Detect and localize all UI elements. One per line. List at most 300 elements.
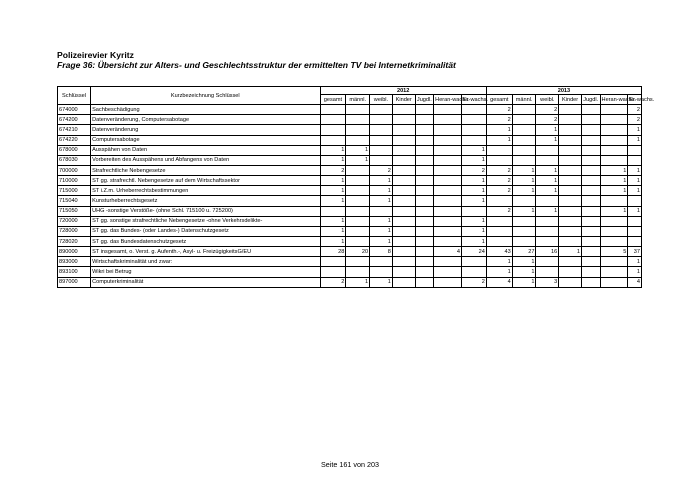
- value-cell: 16: [536, 247, 559, 257]
- value-cell: [392, 176, 415, 186]
- value-cell: [581, 267, 600, 277]
- row-key: 890000: [58, 247, 91, 257]
- row-key: 893000: [58, 257, 91, 267]
- value-cell: [370, 267, 393, 277]
- value-cell: 1: [512, 165, 536, 175]
- table-row: [58, 206, 642, 216]
- value-cell: 1: [462, 186, 487, 196]
- value-cell: 1: [628, 176, 642, 186]
- value-cell: [392, 165, 415, 175]
- value-cell: 2: [320, 165, 346, 175]
- value-cell: 1: [370, 176, 393, 186]
- value-cell: [581, 186, 600, 196]
- sub-header-2013-5: Heran-wachs.: [600, 95, 628, 105]
- value-cell: [415, 206, 434, 216]
- value-cell: [559, 165, 582, 175]
- table-row: [58, 186, 642, 196]
- value-cell: [346, 257, 370, 267]
- value-cell: [370, 145, 393, 155]
- row-description: Computerkriminalität: [91, 277, 320, 287]
- table-row: [58, 267, 642, 277]
- value-cell: [536, 196, 559, 206]
- value-cell: 1: [512, 206, 536, 216]
- row-description: Wirtschaftskriminalität und zwar:: [91, 257, 320, 267]
- value-cell: [415, 216, 434, 226]
- table-row: [58, 155, 642, 165]
- value-cell: [486, 216, 512, 226]
- value-cell: 2: [486, 105, 512, 115]
- value-cell: [512, 105, 536, 115]
- value-cell: [415, 277, 434, 287]
- value-cell: 1: [600, 176, 628, 186]
- value-cell: [392, 145, 415, 155]
- value-cell: 2: [486, 176, 512, 186]
- page-number: Seite 161 von 203: [321, 460, 379, 469]
- row-key: 710000: [58, 176, 91, 186]
- value-cell: [415, 267, 434, 277]
- value-cell: 1: [512, 257, 536, 267]
- value-cell: [392, 247, 415, 257]
- value-cell: 1: [462, 196, 487, 206]
- value-cell: 1: [600, 186, 628, 196]
- value-cell: [600, 226, 628, 236]
- value-cell: [600, 236, 628, 246]
- value-cell: [628, 236, 642, 246]
- value-cell: [536, 226, 559, 236]
- value-cell: [600, 155, 628, 165]
- value-cell: [486, 226, 512, 236]
- value-cell: [346, 186, 370, 196]
- sub-header-2012-5: Heran-wachs.: [434, 95, 462, 105]
- value-cell: [434, 257, 462, 267]
- value-cell: [600, 135, 628, 145]
- value-cell: 1: [628, 125, 642, 135]
- value-cell: [370, 206, 393, 216]
- value-cell: 1: [486, 135, 512, 145]
- row-description: Computersabotage: [91, 135, 320, 145]
- value-cell: [559, 236, 582, 246]
- value-cell: 1: [462, 236, 487, 246]
- value-cell: 1: [559, 247, 582, 257]
- table-row: [58, 135, 642, 145]
- row-key: 715040: [58, 196, 91, 206]
- value-cell: [600, 145, 628, 155]
- row-key: 720000: [58, 216, 91, 226]
- value-cell: [559, 267, 582, 277]
- value-cell: [370, 257, 393, 267]
- value-cell: [415, 226, 434, 236]
- value-cell: 1: [462, 216, 487, 226]
- value-cell: [600, 125, 628, 135]
- value-cell: [600, 115, 628, 125]
- value-cell: [392, 105, 415, 115]
- value-cell: 20: [346, 247, 370, 257]
- sub-header-2013-4: Jugdl.: [581, 95, 600, 105]
- value-cell: [600, 267, 628, 277]
- value-cell: 1: [370, 226, 393, 236]
- sub-header-2013-6: Er-wachs.: [628, 95, 642, 105]
- value-cell: [434, 226, 462, 236]
- table-row: [58, 216, 642, 226]
- value-cell: [415, 196, 434, 206]
- value-cell: 4: [486, 277, 512, 287]
- value-cell: [346, 135, 370, 145]
- value-cell: [512, 155, 536, 165]
- sub-header-2013-0: gesamt: [486, 95, 512, 105]
- sub-header-2013-1: männl.: [512, 95, 536, 105]
- value-cell: 1: [512, 277, 536, 287]
- value-cell: 1: [628, 165, 642, 175]
- value-cell: [320, 135, 346, 145]
- sub-header-2012-2: weibl.: [370, 95, 393, 105]
- value-cell: 1: [370, 277, 393, 287]
- value-cell: [559, 125, 582, 135]
- row-description: ST i.Z.m. Urheberrechtsbestimmungen: [91, 186, 320, 196]
- value-cell: 2: [320, 277, 346, 287]
- row-description: ST insgesamt, o. Verst. g. Aufenth.-, Asyl- u. FreizügigkeitsG/EU: [91, 247, 320, 257]
- value-cell: 1: [370, 186, 393, 196]
- value-cell: [581, 135, 600, 145]
- value-cell: [512, 125, 536, 135]
- value-cell: 1: [462, 155, 487, 165]
- value-cell: [581, 236, 600, 246]
- row-description: Datenveränderung: [91, 125, 320, 135]
- value-cell: 1: [512, 267, 536, 277]
- year-header-2013: 2013: [486, 87, 641, 95]
- value-cell: 1: [536, 165, 559, 175]
- value-cell: [434, 216, 462, 226]
- value-cell: [581, 155, 600, 165]
- value-cell: [346, 105, 370, 115]
- value-cell: [370, 125, 393, 135]
- value-cell: [434, 196, 462, 206]
- value-cell: 1: [486, 267, 512, 277]
- row-key: 728000: [58, 226, 91, 236]
- value-cell: [559, 257, 582, 267]
- statistics-table: [57, 86, 655, 288]
- value-cell: 4: [628, 277, 642, 287]
- value-cell: [600, 257, 628, 267]
- value-cell: [346, 206, 370, 216]
- value-cell: [392, 186, 415, 196]
- value-cell: [415, 135, 434, 145]
- row-key: 728020: [58, 236, 91, 246]
- value-cell: [415, 125, 434, 135]
- value-cell: [370, 105, 393, 115]
- report-subtitle: Frage 36: Übersicht zur Alters- und Geschlechtsstruktur der ermittelten TV bei Internetkriminalität: [57, 60, 456, 70]
- value-cell: [392, 125, 415, 135]
- value-cell: [628, 216, 642, 226]
- table-row: [58, 165, 642, 175]
- sub-header-2012-4: Jugdl.: [415, 95, 434, 105]
- value-cell: [559, 105, 582, 115]
- value-cell: [559, 206, 582, 216]
- value-cell: 1: [346, 277, 370, 287]
- sub-header-2013-3: Kinder: [559, 95, 582, 105]
- value-cell: 1: [320, 186, 346, 196]
- value-cell: 1: [628, 206, 642, 216]
- value-cell: 2: [370, 165, 393, 175]
- row-key: 715000: [58, 186, 91, 196]
- value-cell: [415, 176, 434, 186]
- value-cell: [581, 277, 600, 287]
- value-cell: 2: [628, 115, 642, 125]
- table-row: [58, 236, 642, 246]
- value-cell: 2: [486, 206, 512, 216]
- value-cell: [628, 145, 642, 155]
- value-cell: [600, 216, 628, 226]
- value-cell: [628, 155, 642, 165]
- value-cell: [512, 115, 536, 125]
- sub-header-2012-6: Er-wachs.: [462, 95, 487, 105]
- row-key: 715050: [58, 206, 91, 216]
- value-cell: [434, 176, 462, 186]
- value-cell: 1: [512, 176, 536, 186]
- key-column-header: Schlüssel: [58, 87, 91, 105]
- value-cell: [581, 125, 600, 135]
- row-key: 674210: [58, 125, 91, 135]
- value-cell: [462, 115, 487, 125]
- value-cell: 1: [628, 135, 642, 145]
- row-key: 897000: [58, 277, 91, 287]
- value-cell: [628, 196, 642, 206]
- row-key: 674000: [58, 105, 91, 115]
- table-row: [58, 247, 642, 257]
- value-cell: [559, 277, 582, 287]
- value-cell: 2: [536, 105, 559, 115]
- value-cell: [559, 145, 582, 155]
- value-cell: [434, 135, 462, 145]
- row-description: Strafrechtliche Nebengesetze: [91, 165, 320, 175]
- table-row: [58, 145, 642, 155]
- value-cell: [536, 236, 559, 246]
- value-cell: [486, 155, 512, 165]
- value-cell: [600, 196, 628, 206]
- value-cell: 2: [462, 165, 487, 175]
- value-cell: [536, 145, 559, 155]
- value-cell: [434, 277, 462, 287]
- value-cell: [559, 115, 582, 125]
- value-cell: [512, 196, 536, 206]
- value-cell: [581, 196, 600, 206]
- value-cell: 1: [536, 176, 559, 186]
- value-cell: 1: [512, 186, 536, 196]
- value-cell: [581, 257, 600, 267]
- value-cell: [370, 135, 393, 145]
- value-cell: 2: [462, 277, 487, 287]
- row-key: 700000: [58, 165, 91, 175]
- value-cell: 1: [320, 155, 346, 165]
- value-cell: [392, 236, 415, 246]
- value-cell: 2: [486, 186, 512, 196]
- value-cell: [559, 186, 582, 196]
- value-cell: [434, 105, 462, 115]
- value-cell: 1: [320, 226, 346, 236]
- value-cell: [559, 176, 582, 186]
- value-cell: [581, 165, 600, 175]
- value-cell: 1: [536, 186, 559, 196]
- value-cell: [559, 216, 582, 226]
- value-cell: [536, 267, 559, 277]
- value-cell: [434, 165, 462, 175]
- value-cell: [581, 115, 600, 125]
- value-cell: [346, 196, 370, 206]
- value-cell: [392, 115, 415, 125]
- sub-header-2013-2: weibl.: [536, 95, 559, 105]
- value-cell: [486, 145, 512, 155]
- value-cell: [392, 216, 415, 226]
- value-cell: [434, 236, 462, 246]
- value-cell: [462, 267, 487, 277]
- value-cell: [559, 226, 582, 236]
- value-cell: 2: [486, 165, 512, 175]
- value-cell: [320, 125, 346, 135]
- value-cell: [486, 236, 512, 246]
- value-cell: 5: [600, 247, 628, 257]
- value-cell: [434, 206, 462, 216]
- value-cell: [581, 176, 600, 186]
- value-cell: [581, 226, 600, 236]
- table-body: [58, 105, 642, 288]
- value-cell: [415, 165, 434, 175]
- value-cell: [536, 216, 559, 226]
- value-cell: [434, 125, 462, 135]
- value-cell: 1: [628, 186, 642, 196]
- value-cell: [536, 257, 559, 267]
- report-title: Polizeirevier Kyritz: [57, 50, 134, 60]
- page-heading: [57, 50, 456, 70]
- value-cell: [415, 186, 434, 196]
- value-cell: [512, 135, 536, 145]
- table-row: [58, 277, 642, 287]
- sub-header-2012-0: gesamt: [320, 95, 346, 105]
- value-cell: [392, 277, 415, 287]
- value-cell: 1: [462, 145, 487, 155]
- value-cell: [434, 267, 462, 277]
- value-cell: [415, 257, 434, 267]
- value-cell: [512, 145, 536, 155]
- value-cell: 1: [320, 216, 346, 226]
- value-cell: 1: [628, 267, 642, 277]
- value-cell: [434, 145, 462, 155]
- value-cell: [512, 236, 536, 246]
- value-cell: [581, 145, 600, 155]
- value-cell: 1: [320, 176, 346, 186]
- value-cell: [581, 206, 600, 216]
- value-cell: 1: [600, 165, 628, 175]
- value-cell: [320, 115, 346, 125]
- value-cell: 1: [346, 145, 370, 155]
- value-cell: 2: [536, 115, 559, 125]
- value-cell: [415, 247, 434, 257]
- value-cell: 1: [486, 257, 512, 267]
- value-cell: [370, 115, 393, 125]
- value-cell: [559, 135, 582, 145]
- value-cell: [536, 155, 559, 165]
- value-cell: [462, 125, 487, 135]
- value-cell: [392, 257, 415, 267]
- value-cell: 8: [370, 247, 393, 257]
- value-cell: [462, 105, 487, 115]
- row-description: UHG -sonstige Verstöße- (ohne Schl. 715100 u. 725200): [91, 206, 320, 216]
- value-cell: [320, 257, 346, 267]
- table-row: [58, 125, 642, 135]
- value-cell: 4: [434, 247, 462, 257]
- row-description: Kunsturheberrechtsgesetz: [91, 196, 320, 206]
- value-cell: 37: [628, 247, 642, 257]
- value-cell: [415, 236, 434, 246]
- value-cell: [392, 206, 415, 216]
- value-cell: [462, 257, 487, 267]
- value-cell: [434, 186, 462, 196]
- table-row: [58, 115, 642, 125]
- value-cell: [512, 216, 536, 226]
- value-cell: 27: [512, 247, 536, 257]
- value-cell: [346, 165, 370, 175]
- value-cell: 43: [486, 247, 512, 257]
- value-cell: [628, 226, 642, 236]
- row-description: ST gg. das Bundes- (oder Landes-) Datenschutzgesetz: [91, 226, 320, 236]
- value-cell: 1: [600, 206, 628, 216]
- row-key: 674200: [58, 115, 91, 125]
- value-cell: 1: [370, 216, 393, 226]
- value-cell: [600, 277, 628, 287]
- value-cell: 2: [628, 105, 642, 115]
- value-cell: 1: [462, 226, 487, 236]
- value-cell: 1: [486, 125, 512, 135]
- table-row: [58, 257, 642, 267]
- year-header-2012: 2012: [320, 87, 486, 95]
- value-cell: [320, 105, 346, 115]
- row-key: 678000: [58, 145, 91, 155]
- table-row: [58, 196, 642, 206]
- value-cell: [462, 206, 487, 216]
- row-description: Datenveränderung, Computersabotage: [91, 115, 320, 125]
- value-cell: [346, 267, 370, 277]
- value-cell: [392, 267, 415, 277]
- sub-header-2012-1: männl.: [346, 95, 370, 105]
- value-cell: [392, 226, 415, 236]
- row-description: Sachbeschädigung: [91, 105, 320, 115]
- row-description: ST gg. strafrechtl. Nebengesetze auf dem Wirtschaftssektor: [91, 176, 320, 186]
- table-row: [58, 176, 642, 186]
- value-cell: [346, 226, 370, 236]
- value-cell: 1: [536, 135, 559, 145]
- value-cell: [392, 155, 415, 165]
- value-cell: 1: [320, 145, 346, 155]
- value-cell: 2: [486, 115, 512, 125]
- value-cell: [559, 196, 582, 206]
- value-cell: [600, 105, 628, 115]
- value-cell: [415, 145, 434, 155]
- row-description: Vorbereiten des Ausspähens und Abfangens von Daten: [91, 155, 320, 165]
- value-cell: 1: [320, 236, 346, 246]
- value-cell: [512, 226, 536, 236]
- value-cell: [581, 105, 600, 115]
- value-cell: [415, 115, 434, 125]
- value-cell: [346, 236, 370, 246]
- value-cell: [346, 216, 370, 226]
- value-cell: [346, 176, 370, 186]
- value-cell: [415, 105, 434, 115]
- value-cell: [581, 216, 600, 226]
- value-cell: [415, 155, 434, 165]
- table-row: [58, 105, 642, 115]
- value-cell: 1: [536, 125, 559, 135]
- value-cell: [462, 135, 487, 145]
- row-key: 678030: [58, 155, 91, 165]
- value-cell: [320, 206, 346, 216]
